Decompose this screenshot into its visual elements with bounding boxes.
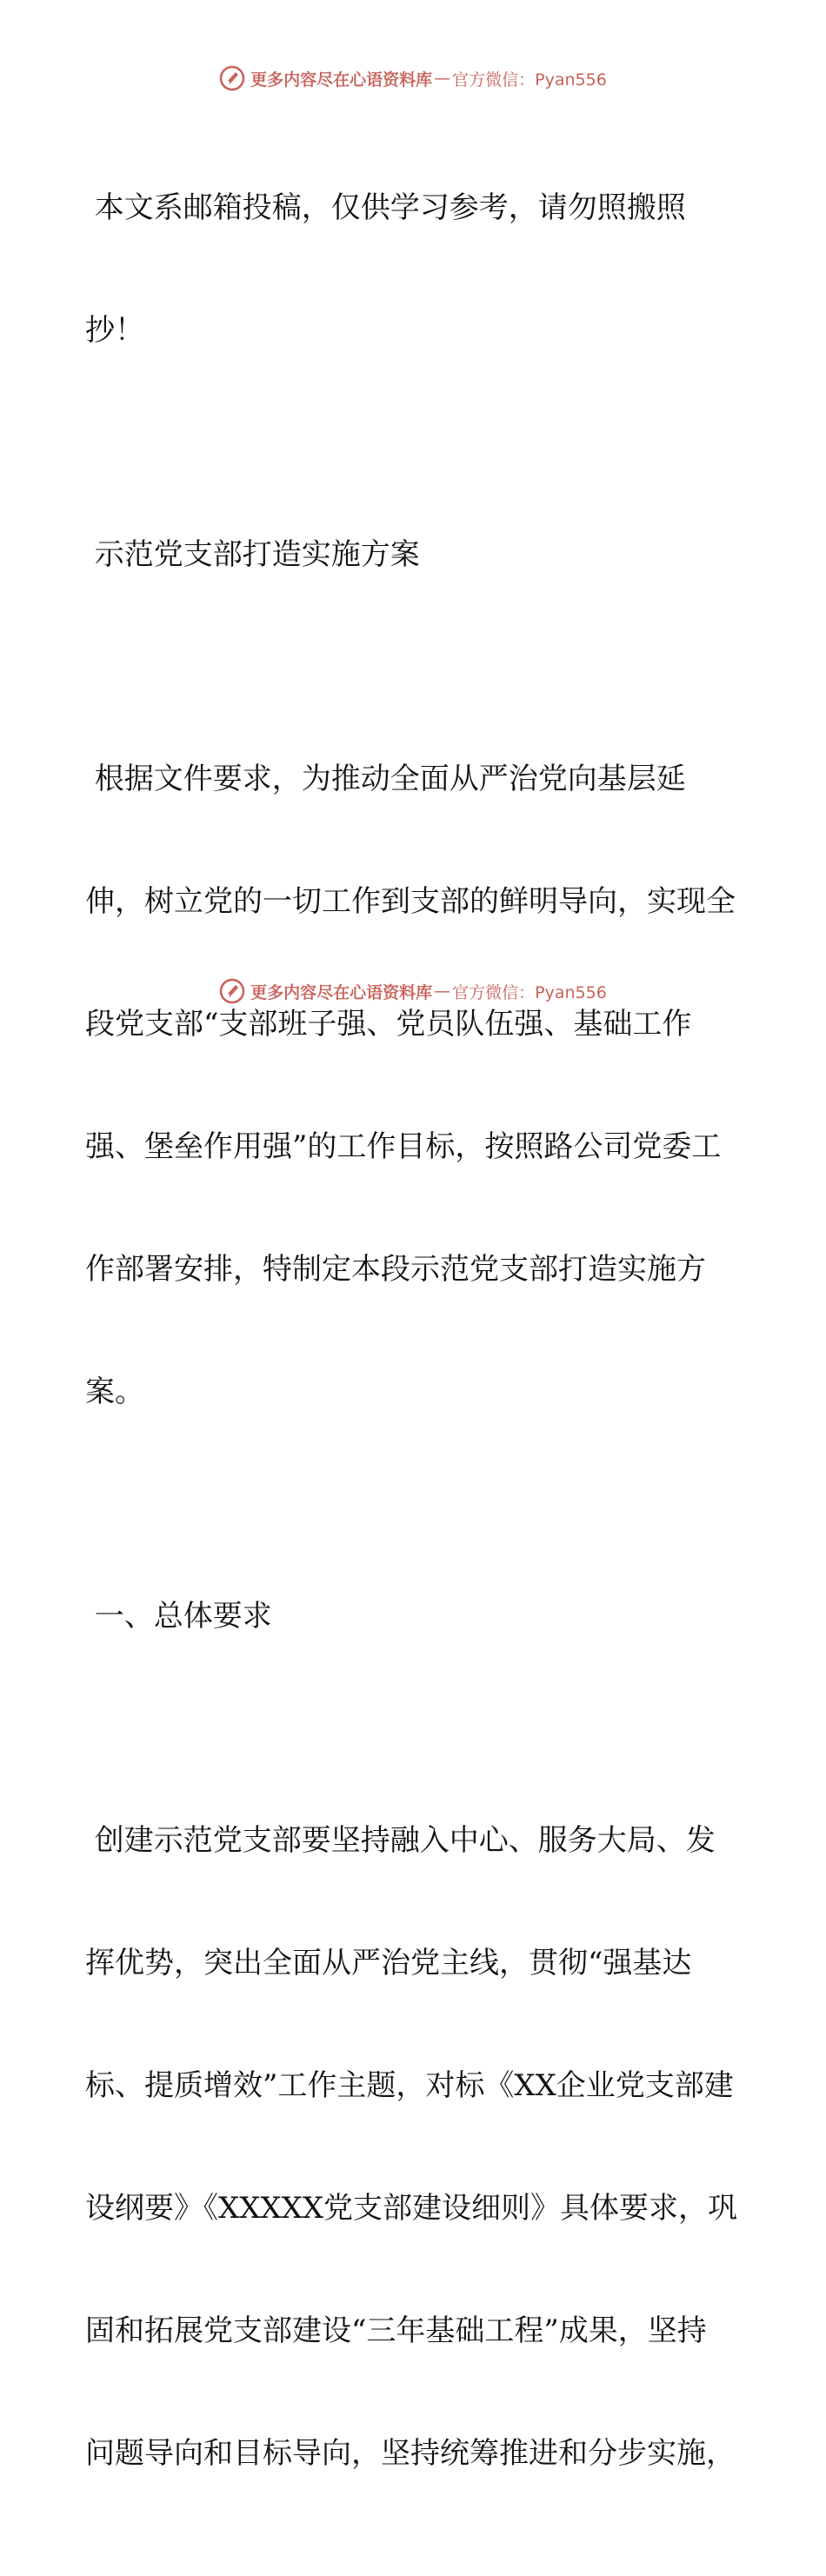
text-line: 固和拓展党支部建设“三年基础工程”成果，坚持	[85, 2313, 707, 2348]
watermark-dash: —	[434, 982, 451, 1001]
text-line: 根据文件要求，为推动全面从严治党向基层延	[85, 762, 686, 796]
text-line: 一、总体要求	[85, 1599, 272, 1634]
watermark-wechat-text: 官方微信：Pyan556	[452, 982, 607, 1002]
watermark-header	[0, 61, 826, 96]
text-line: 设纲要》《XXXXX党支部建设细则》具体要求，巩	[85, 2191, 738, 2226]
document-body	[85, 106, 755, 2576]
text-line: 作部署安排，特制定本段示范党支部打造实施方	[85, 1252, 706, 1287]
requirements-paragraph	[85, 1739, 755, 2556]
text-line: 创建示范党支部要坚持融入中心、服务大局、发	[85, 1823, 716, 1858]
watermark-wechat-text: 官方微信：Pyan556	[452, 70, 607, 90]
brand-logo-icon	[219, 978, 245, 1004]
text-line: 挥优势，突出全面从严治党主线，贯彻“强基达	[85, 1946, 692, 1980]
text-line: 伸，树立党的一切工作到支部的鲜明导向，实现全	[85, 884, 736, 919]
watermark-main-text: 更多内容尽在心语资料库	[250, 70, 433, 90]
watermark-footer	[0, 974, 826, 1008]
text-line: 抄！	[85, 313, 144, 348]
disclaimer-paragraph	[85, 106, 755, 433]
text-line: 段党支部“支部班子强、党员队伍强、基础工作	[85, 1007, 692, 1042]
document-title	[85, 453, 755, 657]
brand-logo-icon	[219, 65, 245, 91]
watermark-dash: —	[434, 69, 451, 88]
intro-paragraph	[85, 677, 755, 1494]
text-line: 示范党支部打造实施方案	[85, 537, 420, 572]
section-heading	[85, 1514, 755, 1719]
text-line: 标、提质增效”工作主题，对标《XX企业党支部建	[85, 2068, 734, 2103]
text-line: 强、堡垒作用强”的工作目标，按照路公司党委工	[85, 1129, 722, 1164]
text-line: 案。	[85, 1375, 144, 1409]
watermark-main-text: 更多内容尽在心语资料库	[250, 982, 433, 1002]
text-line: 本文系邮箱投稿，仅供学习参考，请勿照搬照	[85, 190, 686, 225]
text-line: 问题导向和目标导向，坚持统筹推进和分步实施，	[85, 2436, 736, 2471]
